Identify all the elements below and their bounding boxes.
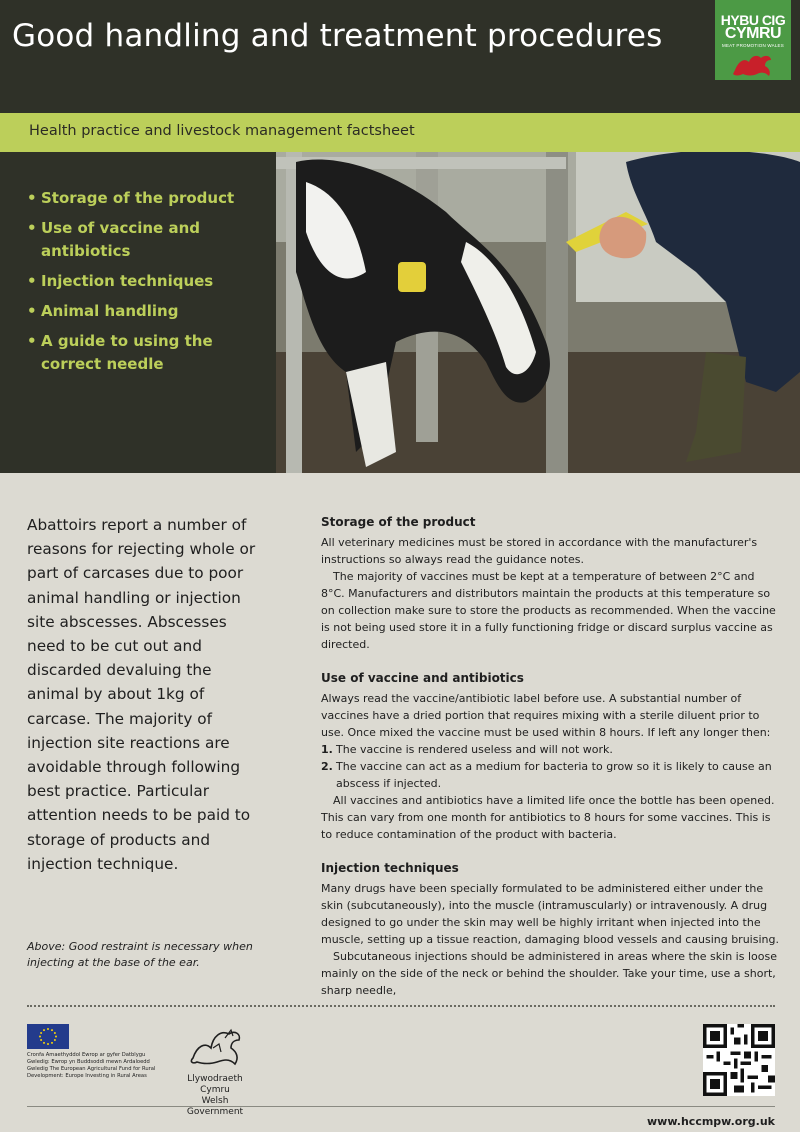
wg-name-english: Welsh Government: [186, 1096, 244, 1117]
photo-caption: Above: Good restraint is necessary when injecting at the base of the ear.: [27, 940, 253, 969]
list-item: [321, 758, 779, 792]
logo-line-3: MEAT PROMOTION WALES: [722, 43, 784, 48]
cattle-injection-photo: [276, 152, 800, 473]
dotted-divider: [27, 1005, 775, 1007]
section-heading: Use of vaccine and antibiotics: [321, 671, 524, 685]
list-text: The vaccine can act as a medium for bacteria to grow so it is likely to cause an abscess if injected.: [336, 760, 772, 790]
topic-item: • Storage of the product: [27, 187, 267, 210]
section-heading: Storage of the product: [321, 515, 476, 529]
section-storage: [321, 514, 779, 653]
website-link[interactable]: www.hccmpw.org.uk: [647, 1115, 775, 1128]
list-number: 1.: [321, 743, 333, 756]
paragraph: Many drugs have been specially formulated to be administered either under the skin (subcutaneously), into the muscle (intramuscularly) or intravenously. A drug designed to go under the skin may well be highly irritant when injected into the muscle, setting up a tissue reaction, damaging blood vessels and causing bruising.: [321, 882, 779, 946]
eu-flag-icon: [27, 1024, 69, 1049]
topic-item: • Use of vaccine and antibiotics: [27, 217, 267, 263]
list-item: [321, 741, 779, 758]
intro-text: Abattoirs report a number of reasons for rejecting whole or part of carcases due to poor animal handling or injection site abscesses. Abscesses need to be cut out and discarded devaluing the animal by about 1kg of carcase. The majority of injection site reactions are avoidable through following best practice. Particular attention needs to be paid to storage of products and injection technique.: [27, 516, 256, 873]
qr-code[interactable]: [703, 1024, 775, 1096]
topic-item: • A guide to using the correct needle: [27, 330, 267, 376]
paragraph: Subcutaneous injections should be administered in areas where the skin is loose mainly on the side of the neck or behind the shoulder. Take your time, use a short, sharp needle,: [321, 950, 777, 997]
list-number: 2.: [321, 760, 333, 773]
section-injection: [321, 860, 779, 999]
footer-rule: [27, 1106, 775, 1107]
welsh-dragon-icon: [731, 50, 775, 78]
header-banner: [0, 0, 800, 113]
factsheet-subtitle: Health practice and livestock management factsheet: [29, 123, 415, 139]
hcc-logo: [715, 0, 791, 80]
paragraph: The majority of vaccines must be kept at a temperature of between 2°C and 8°C. Manufacturers and distributors maintain the products at this temperature so on collection make sure to store the products as recommended. When the vaccine is not being used store it in a fully functioning fridge or discard surplus vaccine as directed.: [321, 570, 776, 651]
wg-name-welsh: Llywodraeth Cymru: [187, 1074, 243, 1095]
topics-panel: [0, 152, 276, 473]
eu-funding-text: Cronfa Amaethyddol Ewrop ar gyfer Datblygu Gwledig: Ewrop yn Buddsoddi mewn Ardaloedd Gwledig The European Agricultural Fund for Rural Development: Europe Investing in Rural Areas: [27, 1052, 156, 1080]
list-text: The vaccine is rendered useless and will not work.: [336, 743, 613, 756]
paragraph: All veterinary medicines must be stored in accordance with the manufacturer's instructions so always read the guidance notes.: [321, 536, 758, 566]
page-title: Good handling and treatment procedures: [12, 18, 663, 54]
logo-line-2: CYMRU: [724, 25, 782, 42]
body-column: [321, 514, 779, 1016]
section-heading: Injection techniques: [321, 861, 459, 875]
section-vaccine: [321, 670, 779, 843]
subtitle-bar: [0, 113, 800, 152]
topics-list: [27, 187, 267, 383]
numbered-list: [321, 741, 779, 792]
logo-line-1: HYBU CIG: [720, 12, 786, 28]
paragraph: All vaccines and antibiotics have a limited life once the bottle has been opened. This can vary from one month for antibiotics to 8 hours for some vaccines. This is to reduce contamination of the product with bacteria.: [321, 794, 775, 841]
welsh-government-logo: [176, 1022, 254, 1118]
topic-item: • Animal handling: [27, 300, 267, 323]
paragraph: Always read the vaccine/antibiotic label before use. A substantial number of vaccines have a dried portion that requires mixing with a sterile diluent prior to use. Once mixed the vaccine must be used within 8 hours. If left any longer then:: [321, 692, 771, 739]
topic-item: • Injection techniques: [27, 270, 267, 293]
dragon-icon: [185, 1022, 245, 1070]
